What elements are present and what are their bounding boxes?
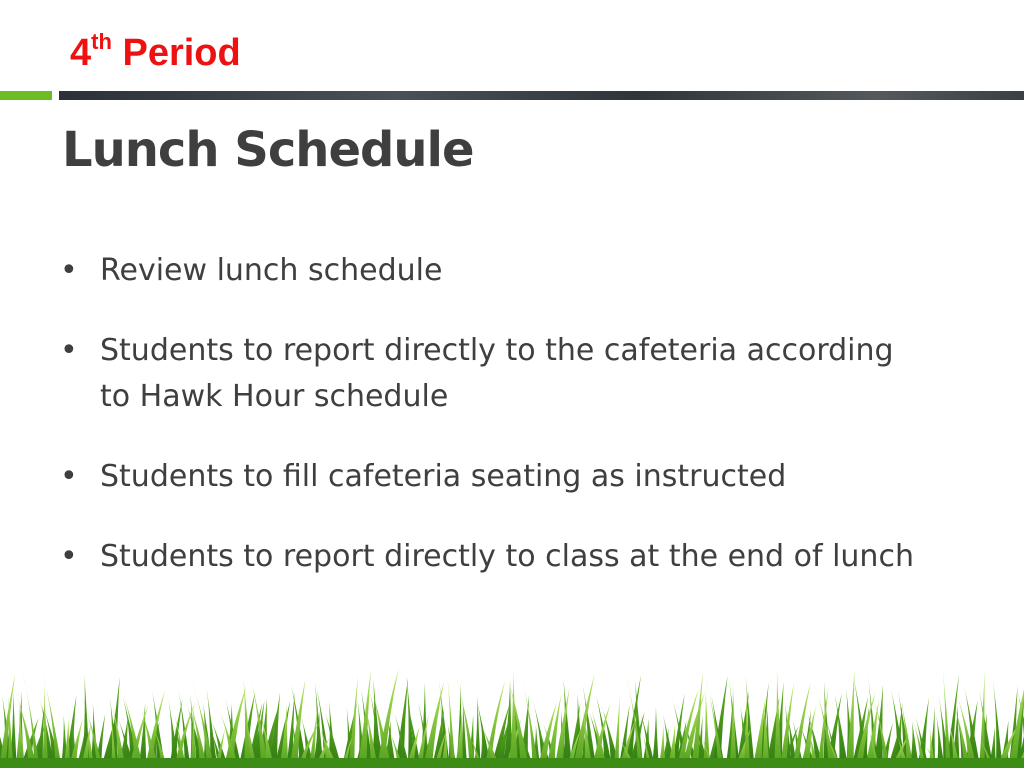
green-accent-bar <box>0 91 52 100</box>
grass-border <box>0 640 1024 768</box>
bullet-item <box>60 248 920 294</box>
header-divider-bar <box>59 91 1024 100</box>
bullet-item <box>60 534 920 580</box>
bullet-list <box>60 248 920 614</box>
bullet-dot-icon: • <box>60 539 78 574</box>
bullet-dot-icon: • <box>60 459 78 494</box>
bullet-text: Review lunch schedule <box>100 253 443 288</box>
period-word: Period <box>122 32 241 74</box>
grass-blade <box>979 670 985 768</box>
bullet-item <box>60 454 920 500</box>
grass-blade <box>348 676 358 768</box>
bullet-text: Students to report directly to the cafeteria according to Hawk Hour schedule <box>100 333 894 414</box>
bullet-dot-icon: • <box>60 253 78 288</box>
grass-blade <box>447 676 455 768</box>
period-heading <box>70 29 241 74</box>
bullet-text: Students to report directly to class at the end of lunch <box>100 539 914 574</box>
slide-title: Lunch Schedule <box>62 122 474 178</box>
bullet-text: Students to fill cafeteria seating as instructed <box>100 459 787 494</box>
bullet-dot-icon: • <box>60 333 78 368</box>
period-suffix: th <box>91 29 112 54</box>
grass-blade <box>729 684 736 768</box>
bullet-item <box>60 328 920 420</box>
period-number: 4 <box>70 32 92 74</box>
